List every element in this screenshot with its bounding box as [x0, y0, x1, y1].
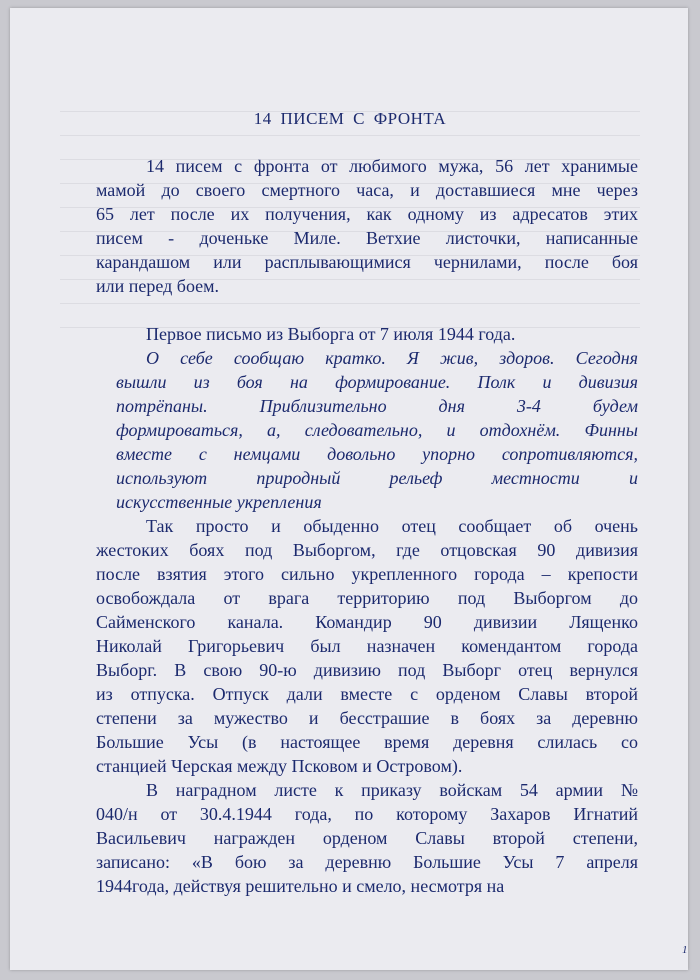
letter-quote-line: искусственные укрепления — [116, 492, 322, 512]
paragraph-4-line: 040/н от 30.4.1944 года, по которому Захаров Игнатий — [96, 804, 638, 824]
letter-quote-line: вышли из боя на формирование. Полк и дивизия — [116, 372, 638, 392]
paragraph-1-line: 14 писем с фронта от любимого мужа, 56 лет хранимые — [146, 156, 638, 176]
paragraph-1-line: или перед боем. — [96, 276, 220, 296]
paragraph-1-line: 65 лет после их получения, как одному из адресатов этих — [96, 204, 638, 224]
paragraph-3-line: Так просто и обыденно отец сообщает об очень — [146, 516, 638, 536]
letter-quote-line: потрёпаны. Приблизительно дня 3-4 будем — [116, 396, 638, 416]
letter-quote-line: О себе сообщаю кратко. Я жив, здоров. Сегодня — [146, 348, 638, 368]
paragraph-4-line: 1944года, действуя решительно и смело, несмотря на — [96, 876, 505, 896]
paragraph-1-line: мамой до своего смертного часа, и доставшиеся мне через — [96, 180, 638, 200]
document-title: 14 ПИСЕМ С ФРОНТА — [253, 109, 447, 128]
paragraph-4-line: В наградном листе к приказу войскам 54 армии № — [146, 780, 638, 800]
paragraph-3-line: Николай Григорьевич был назначен комендантом города — [96, 636, 638, 656]
paragraph-1-line: карандашом или расплывающимися чернилами, после боя — [96, 252, 638, 272]
paragraph-2-line: Первое письмо из Выборга от 7 июля 1944 года. — [146, 324, 516, 344]
paragraph-3-line: из отпуска. Отпуск дали вместе с орденом Славы второй — [96, 684, 638, 704]
paragraph-3-line: станцией Черская между Псковом и Островом). — [96, 756, 463, 776]
letter-quote-line: вместе с немцами довольно упорно сопротивляются, — [116, 444, 638, 464]
paragraph-3-line: Сайменского канала. Командир 90 дивизии Лященко — [96, 612, 638, 632]
letter-quote-line: используют природный рельеф местности и — [116, 468, 638, 488]
page-number: 1 — [682, 944, 688, 956]
paragraph-3-line: освобождала от врага территорию под Выборгом до — [96, 588, 638, 608]
paragraph-3-line: Большие Усы (в настоящее время деревня слилась со — [96, 732, 638, 752]
paragraph-3-line: жестоких боях под Выборгом, где отцовская 90 дивизия — [96, 540, 638, 560]
paragraph-3-line: после взятия этого сильно укрепленного города – крепости — [96, 564, 638, 584]
paragraph-4-line: записано: «В бою за деревню Большие Усы 7 апреля — [96, 852, 638, 872]
paragraph-3-line: степени за мужество и бесстрашие в боях за деревню — [96, 708, 638, 728]
paragraph-4-line: Васильевич награжден орденом Славы второй степени, — [96, 828, 638, 848]
paragraph-3-line: Выборг. В свою 90-ю дивизию под Выборг отец вернулся — [96, 660, 638, 680]
letter-quote-line: формироваться, а, следовательно, и отдохнём. Финны — [116, 420, 638, 440]
paragraph-1-line: писем - доченьке Миле. Ветхие листочки, написанные — [96, 228, 638, 248]
